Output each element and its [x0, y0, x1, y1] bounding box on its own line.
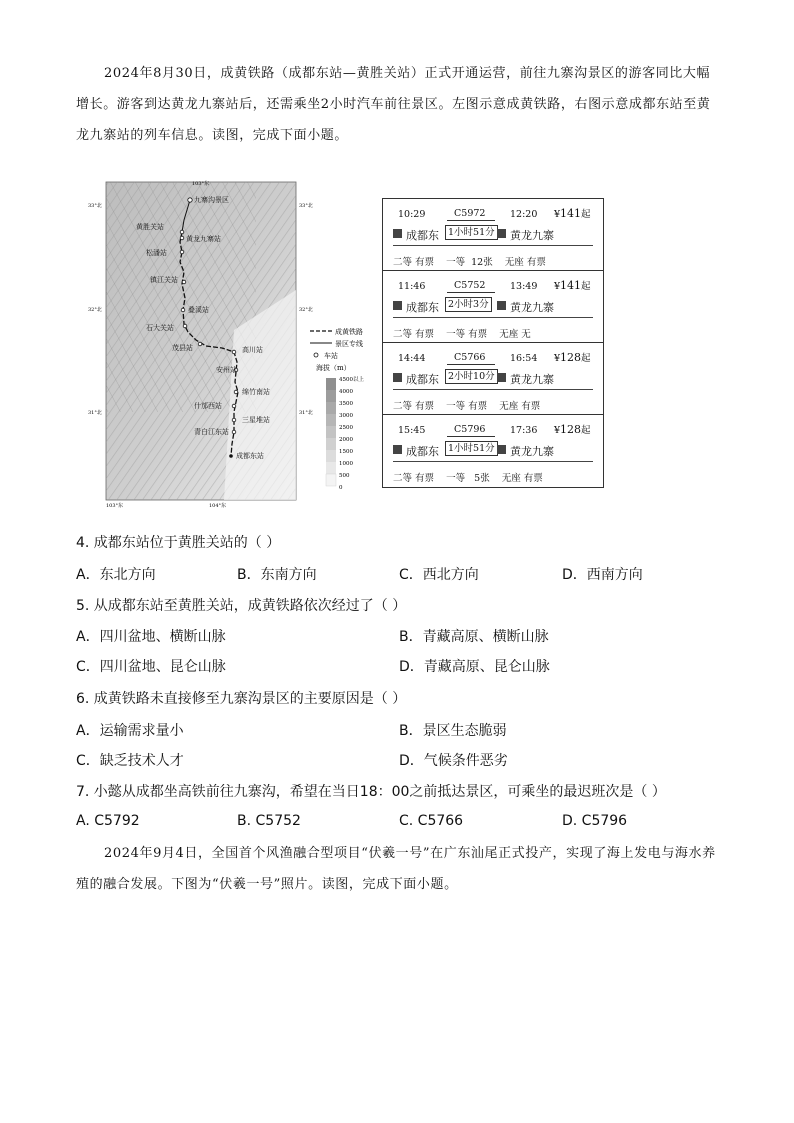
- seat-availability: 二等 有票 一等 有票 无座 无: [393, 329, 531, 340]
- svg-text:4500以上: 4500以上: [339, 377, 364, 383]
- to-station: 黄龙九寨: [510, 229, 554, 242]
- train-code: C5972: [454, 208, 486, 219]
- square-icon: [393, 445, 402, 454]
- svg-text:0: 0: [339, 485, 343, 491]
- from-station: 成都东: [406, 373, 439, 386]
- station-label: 高川站: [242, 346, 263, 354]
- train-code: C5766: [454, 352, 486, 363]
- question-5-stem: 5. 从成都东站至黄胜关站，成黄铁路依次经过了（ ）: [76, 598, 407, 614]
- square-icon: [497, 373, 506, 382]
- lat-label: 33°北: [88, 203, 102, 209]
- arrow-icon: [447, 220, 495, 221]
- train-row: [383, 199, 603, 271]
- railway-map: [84, 180, 374, 510]
- svg-text:3500: 3500: [339, 401, 353, 407]
- duration: 2小时3分: [445, 297, 492, 312]
- seat-availability: 二等 有票 一等 有票 无座 有票: [393, 401, 541, 412]
- intro-paragraph-2: 2024年9月4日，全国首个风渔融合型项目“伏羲一号”在广东汕尾正式投产，实现了海上发电与海水养殖的融合发展。下图为“伏羲一号”照片。读图，完成下面小题。: [76, 846, 716, 892]
- station-label: 黄胜关站: [136, 223, 164, 231]
- to-station: 黄龙九寨: [510, 373, 554, 386]
- question-6-option-c[interactable]: C．缺乏技术人才: [76, 753, 184, 769]
- intro-paragraph: 2024年8月30日，成黄铁路（成都东站—黄胜关站）正式开通运营，前往九寨沟景区的游客同比大幅增长。游客到达黄龙九寨站后，还需乘坐2小时汽车前往景区。左图示意成黄铁路，右图示意成都东站至黄龙九寨站的列车信息。读图，完成下面小题。: [76, 66, 711, 143]
- station-label: 镇江关站: [150, 276, 178, 284]
- question-4-option-d[interactable]: D．西南方向: [562, 567, 643, 583]
- lat-label: 31°北: [88, 410, 102, 416]
- terrain-relief: [106, 182, 296, 500]
- lat-label: 33°北: [299, 203, 313, 209]
- arrow-icon: [447, 364, 495, 365]
- train-code: C5752: [454, 280, 486, 291]
- svg-text:1500: 1500: [339, 449, 353, 455]
- station-label: 绵竹南站: [242, 388, 270, 396]
- price: ¥141起: [554, 207, 591, 220]
- duration: 2小时10分: [445, 369, 498, 384]
- question-6-stem: 6. 成黄铁路未直接修至九寨沟景区的主要原因是（ ）: [76, 691, 407, 707]
- arrow-icon: [447, 436, 495, 437]
- departure-time: 11:46: [398, 281, 426, 292]
- question-4-option-c[interactable]: C．西北方向: [399, 567, 479, 583]
- arrival-time: 17:36: [510, 425, 538, 436]
- divider: [393, 389, 593, 390]
- svg-text:车站: 车站: [324, 352, 338, 360]
- lat-label: 31°北: [299, 410, 313, 416]
- station-label: 黄龙九寨站: [186, 235, 221, 243]
- train-code: C5796: [454, 424, 486, 435]
- price: ¥141起: [554, 279, 591, 292]
- station-label: 叠溪站: [188, 306, 209, 314]
- duration: 1小时51分: [445, 225, 498, 240]
- lon-label: 104°东: [209, 503, 227, 509]
- svg-text:景区专线: 景区专线: [335, 340, 363, 348]
- arrow-icon: [447, 292, 495, 293]
- question-5-option-b[interactable]: B．青藏高原、横断山脉: [399, 629, 549, 645]
- map-legend: [310, 327, 364, 491]
- lat-label: 32°北: [88, 307, 102, 313]
- svg-text:1000: 1000: [339, 461, 353, 467]
- question-6-option-d[interactable]: D．气候条件恶劣: [399, 753, 508, 769]
- svg-text:2500: 2500: [339, 425, 353, 431]
- station-label: 什邡西站: [194, 402, 222, 410]
- departure-time: 15:45: [398, 425, 426, 436]
- question-5-option-d[interactable]: D．青藏高原、昆仑山脉: [399, 659, 550, 675]
- square-icon: [497, 301, 506, 310]
- square-icon: [497, 445, 506, 454]
- duration: 1小时51分: [445, 441, 498, 456]
- square-icon: [393, 373, 402, 382]
- question-4-stem: 4. 成都东站位于黄胜关站的（ ）: [76, 535, 281, 551]
- seat-availability: 二等 有票 一等 5张 无座 有票: [393, 473, 543, 484]
- from-station: 成都东: [406, 445, 439, 458]
- train-row: [383, 415, 603, 487]
- station-label: 茂县站: [172, 344, 193, 352]
- to-station: 黄龙九寨: [510, 301, 554, 314]
- to-station: 黄龙九寨: [510, 445, 554, 458]
- lat-label: 32°北: [299, 307, 313, 313]
- question-7-option-d[interactable]: D. C5796: [562, 813, 628, 829]
- station-label: 三星堆站: [242, 416, 270, 424]
- question-6-option-b[interactable]: B．景区生态脆弱: [399, 723, 507, 739]
- svg-text:海拔（m）: 海拔（m）: [316, 364, 351, 372]
- lon-label: 103°东: [192, 181, 210, 187]
- station-label: 松潘站: [146, 249, 167, 257]
- square-icon: [497, 229, 506, 238]
- question-4-option-a[interactable]: A．东北方向: [76, 567, 156, 583]
- question-6-option-a[interactable]: A．运输需求量小: [76, 723, 184, 739]
- divider: [393, 317, 593, 318]
- svg-text:3000: 3000: [339, 413, 353, 419]
- station-label: 成都东站: [236, 452, 264, 460]
- svg-text:500: 500: [339, 473, 350, 479]
- svg-text:成黄铁路: 成黄铁路: [335, 328, 363, 336]
- price: ¥128起: [554, 423, 591, 436]
- departure-time: 14:44: [398, 353, 426, 364]
- square-icon: [393, 229, 402, 238]
- train-schedule-panel: [382, 198, 604, 488]
- departure-time: 10:29: [398, 209, 426, 220]
- question-7-option-b[interactable]: B. C5752: [237, 813, 301, 829]
- divider: [393, 245, 593, 246]
- arrival-time: 16:54: [510, 353, 538, 364]
- train-row: [383, 343, 603, 415]
- svg-text:4000: 4000: [339, 389, 353, 395]
- seat-availability: 二等 有票 一等 12张 无座 有票: [393, 257, 546, 268]
- train-row: [383, 271, 603, 343]
- lon-label: 103°东: [106, 503, 124, 509]
- arrival-time: 12:20: [510, 209, 538, 220]
- station-label: 石大关站: [146, 324, 174, 332]
- question-7-option-c[interactable]: C. C5766: [399, 813, 464, 829]
- question-4-option-b[interactable]: B．东南方向: [237, 567, 317, 583]
- question-7-option-a[interactable]: A. C5792: [76, 813, 140, 829]
- question-7-stem: 7. 小懿从成都坐高铁前往九寨沟，希望在当日18：00之前抵达景区，可乘坐的最迟班次是（ ）: [76, 784, 666, 800]
- station-label: 青白江东站: [194, 428, 229, 436]
- question-5-option-c[interactable]: C．四川盆地、昆仑山脉: [76, 659, 226, 675]
- question-5-option-a[interactable]: A．四川盆地、横断山脉: [76, 629, 226, 645]
- square-icon: [393, 301, 402, 310]
- svg-text:2000: 2000: [339, 437, 353, 443]
- price: ¥128起: [554, 351, 591, 364]
- station-label: 安州站: [216, 366, 237, 374]
- arrival-time: 13:49: [510, 281, 538, 292]
- station-label: 九寨沟景区: [194, 196, 229, 204]
- from-station: 成都东: [406, 229, 439, 242]
- divider: [393, 461, 593, 462]
- from-station: 成都东: [406, 301, 439, 314]
